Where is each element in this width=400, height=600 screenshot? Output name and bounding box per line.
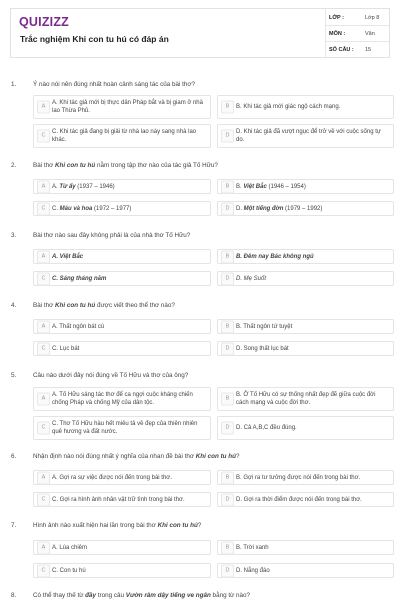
option-c[interactable] [33,492,211,507]
option-letter: C [37,272,50,285]
option-letter: A [37,471,50,484]
meta-count-label: SỐ CÂU : [329,47,354,53]
quizizz-logo: QUIZIZZ [19,15,70,29]
option-text: C. Khi tác giả đang bị giải từ nhà lao này sang nhà lao khác. [52,129,197,143]
question-text: Bài thơ Khi con tu hú nằm trong tập thơ nào của tác giả Tố Hữu? [33,162,218,169]
option-letter: B [221,320,234,333]
meta-class-label: LỚP : [329,15,344,21]
option-text: B. Thất ngôn tứ tuyệt [236,323,293,330]
option-letter: B [221,180,234,193]
option-text: D. Song thất lục bát [236,345,289,352]
option-letter: C [37,493,50,506]
option-c[interactable] [33,124,211,148]
option-d[interactable] [217,563,394,578]
question-number: 8. [11,592,17,599]
question-text: Hình ảnh nào xuất hiện hai lần trong bài thơ Khi con tu hú? [33,522,202,529]
meta-subject-label: MÔN : [329,31,346,37]
question-number: 5. [11,372,17,379]
option-letter: C [37,202,50,215]
option-text: C. Thơ Tố Hữu hàu hết miêu tả về đẹp của thiên nhiên quê hương và đất nước. [52,421,198,435]
option-letter: A [37,541,50,554]
option-text: A. Tố Hữu sáng tác thơ để ca ngợi cuộc kháng chiến chống Pháp và chống Mỹ của dân tộc. [52,392,193,406]
option-b[interactable] [217,179,394,194]
option-b[interactable] [217,470,394,485]
option-text: B. Việt Bắc (1946 – 1954) [236,183,306,190]
option-letter: C [37,342,50,355]
question-text: Bài thơ Khi con tu hú được viết theo thể thơ nào? [33,302,175,309]
option-letter: B [221,471,234,484]
option-text: A. Khi tác giả mới bị thực dân Pháp bắt và bị giam ở nhà lao Thừa Phủ. [52,100,203,114]
question-text: Câu nào dưới đây nói đúng về Tố Hữu và thơ của ông? [33,372,189,379]
option-letter: D [221,272,234,285]
option-text: C. Lục bát [52,345,80,352]
option-b[interactable] [217,95,394,119]
option-letter: A [37,320,50,333]
option-b[interactable] [217,249,394,264]
question-number: 7. [11,522,17,529]
meta-count-value: 15 [365,47,372,53]
option-letter: A [37,101,50,114]
option-letter: C [37,564,50,577]
option-letter: D [221,564,234,577]
option-letter: D [221,493,234,506]
option-text: A. Từ ấy (1937 – 1946) [52,183,115,190]
option-text: A. Gợi ra sự việc được nói đến trong bài thơ. [52,474,172,481]
option-letter: B [221,393,234,406]
question-text: Ý nào nói nên đúng nhất hoàn cảnh sáng tác của bài thơ? [33,81,196,88]
option-letter: A [37,393,50,406]
option-letter: A [37,250,50,263]
option-text: D. Gợi ra thời điểm được nói đến trong bài thơ. [236,496,362,503]
option-text: C. Con tu hú [52,567,86,574]
option-d[interactable] [217,416,394,440]
question-number: 3. [11,232,17,239]
option-letter: D [221,342,234,355]
page-title: Trắc nghiệm Khi con tu hú có đáp án [20,34,169,44]
question-number: 2. [11,162,17,169]
option-a[interactable] [33,470,211,485]
option-letter: C [37,422,50,435]
meta-divider [325,8,326,58]
meta-line [325,41,389,42]
option-a[interactable] [33,319,211,334]
option-d[interactable] [217,271,394,286]
option-text: D. Cả A,B,C đều đúng. [236,425,297,431]
option-text: D. Khi tác giả đã vượt ngục để trở về với cuộc sống tự do. [236,129,381,143]
question-number: 1. [11,81,17,88]
option-d[interactable] [217,492,394,507]
option-b[interactable] [217,319,394,334]
option-c[interactable] [33,563,211,578]
option-a[interactable] [33,249,211,264]
option-text: B. Gợi ra tư tưởng được nói đến trong bài thơ. [236,474,361,481]
option-text: B. Khi tác giả mới giác ngộ cách mạng. [236,104,341,110]
option-d[interactable] [217,341,394,356]
option-text: C. Sáng tháng năm [52,275,107,282]
option-letter: C [37,130,50,143]
meta-line [325,25,389,26]
question-number: 4. [11,302,17,309]
option-text: A. Thất ngôn bát cú [52,323,105,330]
option-b[interactable] [217,540,394,555]
option-text: C. Máu và hoa (1972 – 1977) [52,205,132,212]
option-letter: B [221,250,234,263]
option-b[interactable] [217,387,394,411]
option-a[interactable] [33,540,211,555]
option-letter: D [221,202,234,215]
option-c[interactable] [33,271,211,286]
option-text: A. Lúa chiêm [52,544,88,551]
option-c[interactable] [33,416,211,440]
question-text: Nhận định nào nói đúng nhất ý nghĩa của nhan đề bài thơ Khi con tu hú? [33,453,240,460]
option-text: C. Gợi ra hình ảnh nhân vật trữ tình trong bài thơ. [52,496,185,503]
option-text: D. Nắng đào [236,567,270,574]
option-letter: B [221,541,234,554]
option-d[interactable] [217,201,394,216]
meta-subject-value: Văn [365,31,375,37]
option-a[interactable] [33,179,211,194]
meta-class-value: Lớp 8 [365,15,380,21]
question-number: 6. [11,453,17,460]
question-text: Có thể thay thế từ đầy trong câu Vườn râm dậy tiếng ve ngân bằng từ nào? [33,592,251,599]
option-a[interactable] [33,387,211,411]
option-text: D. Một tiếng đờn (1979 – 1992) [236,205,323,212]
option-text: B. Trời xanh [236,544,269,551]
option-letter: D [221,422,234,435]
option-text: B. Ở Tố Hữu có sự thống nhất đẹp đẽ giữa cuộc đời cách mạng và cuộc đời thơ. [236,392,376,406]
option-letter: B [221,101,234,114]
option-text: A. Việt Bắc [52,253,84,260]
option-a[interactable] [33,95,211,119]
option-text: B. Đêm nay Bác không ngủ [236,253,314,260]
question-text: Bài thơ nào sau đây không phải là của nhà thơ Tố Hữu? [33,232,191,239]
option-letter: D [221,130,234,143]
option-letter: A [37,180,50,193]
option-d[interactable] [217,124,394,148]
option-text: D. Mẹ Suốt [236,275,267,282]
option-c[interactable] [33,201,211,216]
option-c[interactable] [33,341,211,356]
